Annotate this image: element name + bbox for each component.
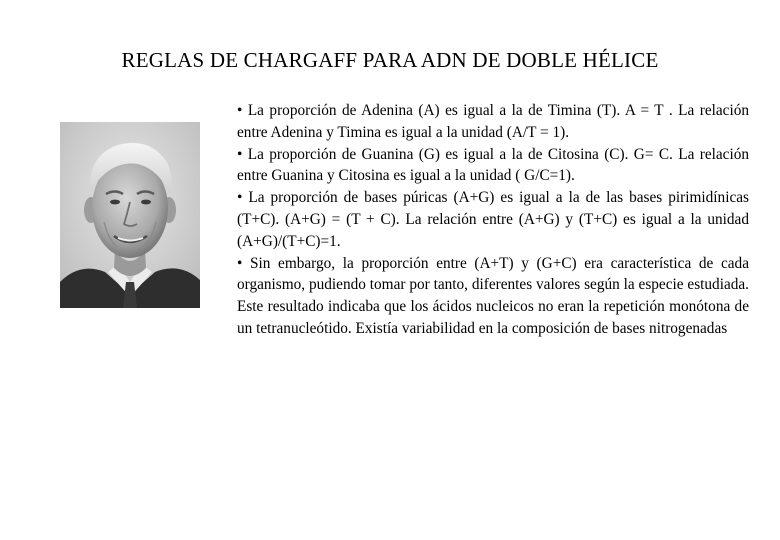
slide-title: REGLAS DE CHARGAFF PARA ADN DE DOBLE HÉLICE (121, 48, 659, 72)
portrait-photo-icon (60, 122, 200, 308)
bullet-variabilidad: • Sin embargo, la proporción entre (A+T) y (G+C) era característica de cada organismo, pudiendo tomar por tanto, diferentes valores según la especie estudiada. Este resultado indicaba que los ácidos nucleicos no eran la repetición monótona de un tetranucleótido. Existía variabilidad en la composición de bases nitrogenadas (237, 254, 749, 337)
bullet-adenina-timina: • La proporción de Adenina (A) es igual a la de Timina (T). A = T . La relación entre Adenina y Timina es igual a la unidad (A/T = 1). (237, 102, 749, 141)
bullet-guanina-citosina: • La proporción de Guanina (G) es igual a la de Citosina (C). G= C. La relación entre Guanina y Citosina es igual a la unidad ( G/C=1). (237, 145, 749, 185)
bullet-list (237, 100, 749, 340)
bullet-puricas-pirimidinicas: • La proporción de bases púricas (A+G) es igual a la de las bases pirimidínicas (T+C). (A+G) = (T + C). La relación entre (A+G) y (T+C) es igual a la unidad (A+G)/(T+C)=1. (237, 189, 749, 250)
